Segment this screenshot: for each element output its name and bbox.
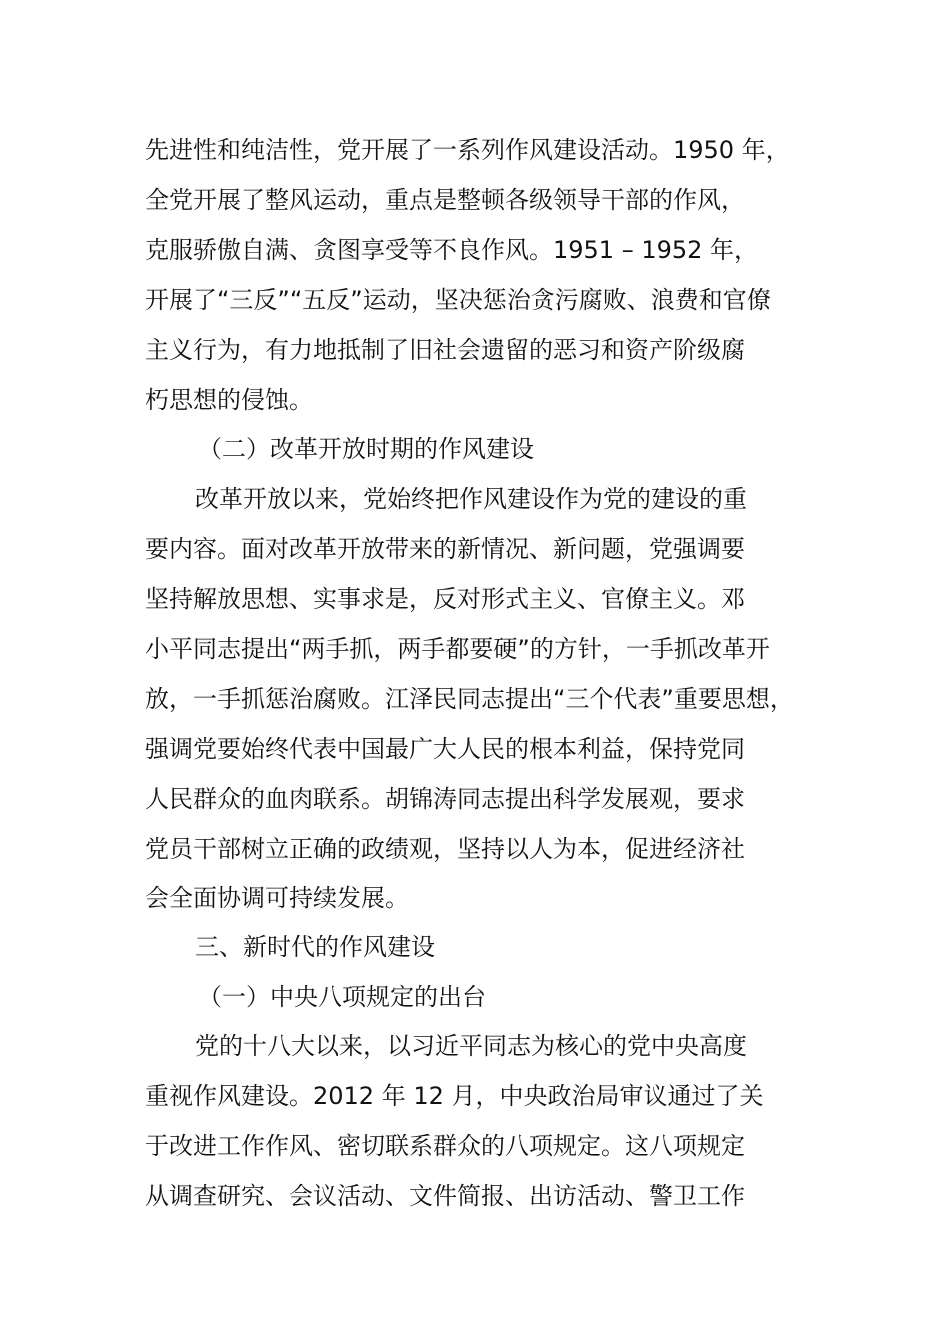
paragraph-line: 全党开展了整风运动，重点是整顿各级领导干部的作风， — [145, 186, 745, 214]
section-heading-eight-rules: （一）中央八项规定的出台 — [198, 983, 486, 1011]
paragraph-line: 要内容。面对改革开放带来的新情况、新问题，党强调要 — [145, 535, 745, 563]
paragraph-line: 开展了“三反”“五反”运动，坚决惩治贪污腐败、浪费和官僚 — [145, 286, 771, 314]
paragraph-line: 小平同志提出“两手抓，两手都要硬”的方针，一手抓改革开 — [145, 635, 770, 663]
paragraph-line: 强调党要始终代表中国最广大人民的根本利益，保持党同 — [145, 735, 745, 763]
paragraph-line: 改革开放以来，党始终把作风建设作为党的建设的重 — [195, 485, 747, 513]
paragraph-line: 坚持解放思想、实事求是，反对形式主义、官僚主义。邓 — [145, 585, 745, 613]
paragraph-line: 朽思想的侵蚀。 — [145, 386, 313, 414]
paragraph-line: 会全面协调可持续发展。 — [145, 884, 409, 912]
paragraph-line: 克服骄傲自满、贪图享受等不良作风。1951 – 1952 年， — [145, 236, 759, 264]
section-heading-new-era: 三、新时代的作风建设 — [195, 933, 435, 961]
paragraph-line: 于改进工作作风、密切联系群众的八项规定。这八项规定 — [145, 1132, 745, 1160]
paragraph-line: 党的十八大以来，以习近平同志为核心的党中央高度 — [195, 1032, 747, 1060]
section-heading-reform-era: （二）改革开放时期的作风建设 — [198, 435, 534, 463]
paragraph-line: 主义行为，有力地抵制了旧社会遗留的恶习和资产阶级腐 — [145, 336, 745, 364]
paragraph-line: 党员干部树立正确的政绩观，坚持以人为本，促进经济社 — [145, 835, 745, 863]
paragraph-line: 人民群众的血肉联系。胡锦涛同志提出科学发展观，要求 — [145, 785, 745, 813]
paragraph-line: 重视作风建设。2012 年 12 月，中央政治局审议通过了关 — [145, 1082, 764, 1110]
paragraph-line: 先进性和纯洁性，党开展了一系列作风建设活动。1950 年， — [145, 136, 790, 164]
paragraph-line: 从调查研究、会议活动、文件简报、出访活动、警卫工作 — [145, 1182, 745, 1210]
paragraph-line: 放，一手抓惩治腐败。江泽民同志提出“三个代表”重要思想， — [145, 685, 794, 713]
